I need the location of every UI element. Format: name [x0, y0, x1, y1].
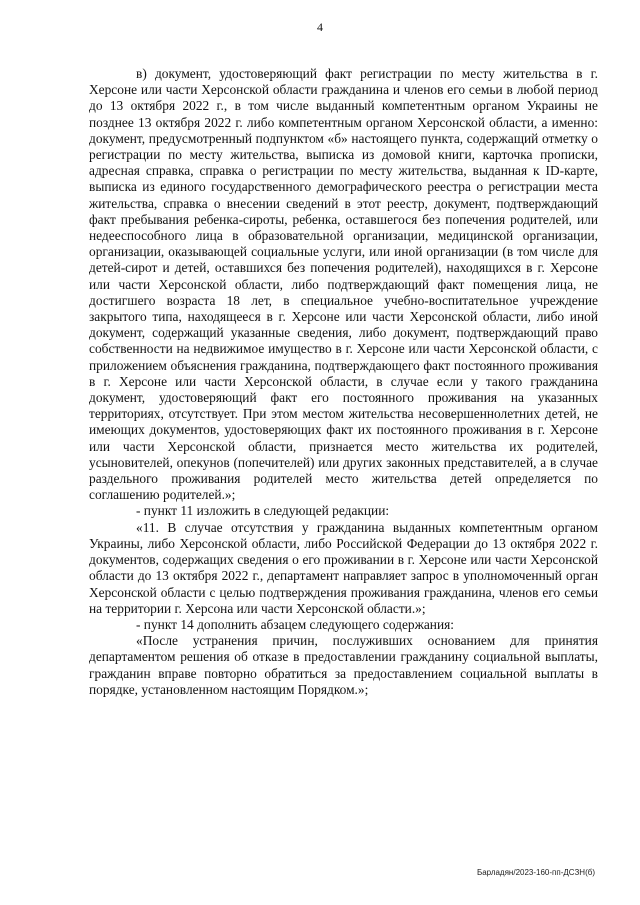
document-reference: Барладян/2023-160-пп-ДСЗН(б)	[476, 868, 595, 877]
paragraph-item-14-text: «После устранения причин, послуживших основанием для принятия департаментом решения об отказе в предоставлении гражданину социальной выплаты, гражданин вправе повторно обратиться за предоставлением социальной выплаты в порядке, установленном настоящим Порядком.»;	[89, 633, 598, 697]
paragraph-item-14-instruction: - пункт 14 дополнить абзацем следующего содержания:	[136, 616, 455, 632]
page-number: 4	[317, 20, 323, 34]
paragraph-item-11-instruction: - пункт 11 изложить в следующей редакции:	[136, 503, 390, 519]
paragraph-item-11-text: «11. В случае отсутствия у гражданина выданных компетентным органом Украины, либо Херсонской области, либо Российской Федерации до 13 октября 2022 г. документов, содержащих сведения о его проживании в г. Херсоне или части Херсонской области до 13 октября 2022 г., департамент направляет запрос в уполномоченный орган Херсонской области с целью подтверждения проживания гражданина, членов его семьи на территории г. Херсона или части Херсонской области.»;	[89, 519, 598, 616]
document-body	[89, 66, 598, 698]
paragraph-subitem-v: в) документ, удостоверяющий факт регистрации по месту жительства в г. Херсоне или части Херсонской области гражданина и членов его семьи в любой период до 13 октября 2022 г., в том числе выданный компетентным органом Украины не позднее 13 октября 2022 г. либо компетентным органом Херсонской области, а именно: документ, предусмотренный подпунктом «б» настоящего пункта, содержащий отметку о регистрации по месту жительства, выписка из домовой книги, карточка прописки, адресная справка, справка о регистрации по месту жительства, выданная к ID-карте, выписка из единого государственного демографического реестра о регистрации места жительства, справка о внесении сведений в этот реестр, документ, подтверждающий факт пребывания ребенка-сироты, ребенка, оставшегося без попечения родителей, или недееспособного лица в образовательной организации, медицинской организации, организации, оказывающей социальные услуги, или иной организации (в том числе для детей-сирот и детей, оставшихся без попечения родителей), находящихся в г. Херсоне или части Херсонской области, либо подтверждающий факт помещения лица, не достигшего возраста 18 лет, в специальное учебно-воспитательное учреждение закрытого типа, находящееся в г. Херсоне или части Херсонской области, либо иной документ, содержащий указанные сведения, либо документ, подтверждающий право собственности на недвижимое имущество в г. Херсоне или части Херсонской области, с приложением объяснения гражданина, подтверждающего факт постоянного проживания в г. Херсоне или части Херсонской области, в случае если у такого гражданина документ, удостоверяющий факт его постоянного проживания на указанных территориях, отсутствует. При этом местом жительства несовершеннолетних детей, не имеющих документов, удостоверяющих факт их постоянного проживания в г. Херсоне или части Херсонской области, признается место жительства их родителей, усыновителей, опекунов (попечителей) или других законных представителей, а в случае раздельного проживания родителей место жительства детей определяется по соглашению родителей.»;	[89, 66, 598, 503]
